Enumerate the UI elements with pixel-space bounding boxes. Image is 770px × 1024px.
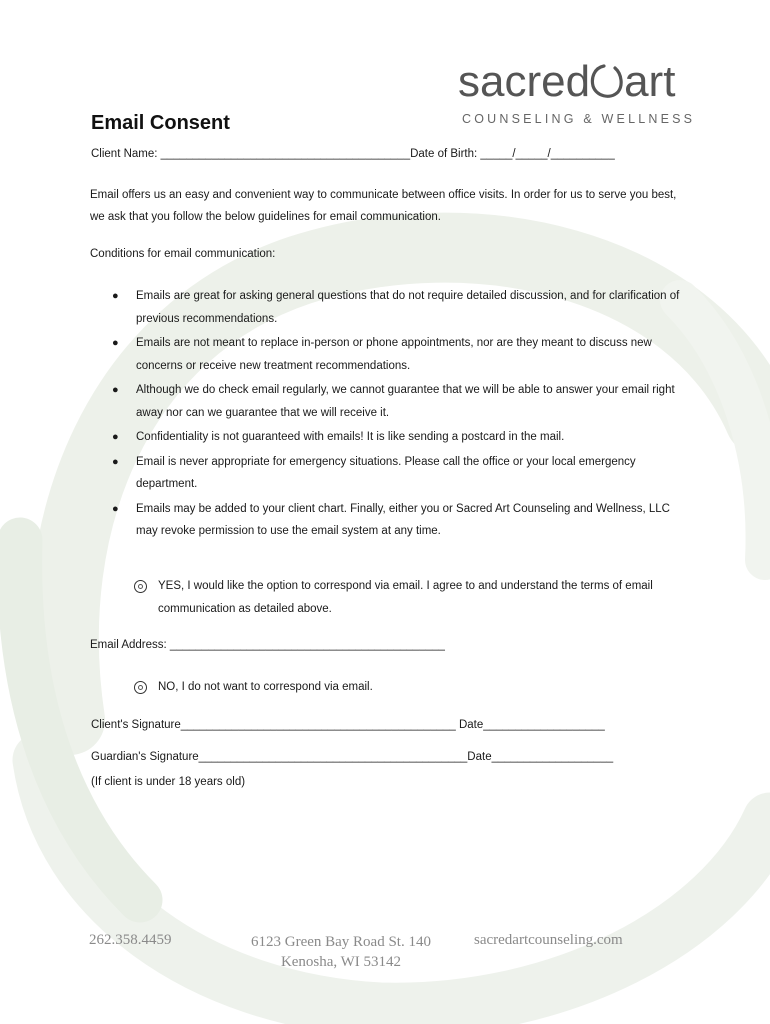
logo-tagline: COUNSELING & WELLNESS [462,112,696,126]
conditions-list [112,285,682,545]
sacred-art-logo [458,56,708,136]
email-address-field[interactable]: Email Address: ___________________________________________ [90,639,445,651]
intro-paragraph: Email offers us an easy and convenient way to communicate between office visits. In order for us to serve you best, we ask that you follow the below guidelines for email communication. [90,189,677,223]
footer-address-line2: Kenosha, WI 53142 [280,954,402,970]
list-item: ● Emails are great for asking general questions that do not require detailed discussion, and for clarification of previous recommendations. [112,285,682,330]
client-signature-line[interactable]: Client's Signature___________________________________________ Date___________________ [91,719,605,731]
guardian-signature-line[interactable]: Guardian's Signature__________________________________________Date___________________ [91,751,614,763]
yes-option-label: YES, I would like the option to correspond via email. I agree to and understand the terms of email communication as detailed above. [158,580,653,615]
list-item: ● Confidentiality is not guaranteed with emails! It is like sending a postcard in the mail. [112,426,682,449]
conditions-heading: Conditions for email communication: [90,248,276,260]
bullet-icon: ● [112,502,119,515]
list-item: ● Emails are not meant to replace in-person or phone appointments, nor are they meant to discuss new concerns or receive new treatment recommendations. [112,332,682,377]
bullet-icon: ● [112,384,119,396]
logo-word-right: art [624,57,676,106]
footer-address [244,932,438,972]
page-title: Email Consent [91,112,230,134]
bullet-icon: ● [112,290,119,302]
logo-word-left: sacred [458,57,591,106]
guardian-note: (If client is under 18 years old) [91,776,246,788]
no-radio-button[interactable] [134,681,147,694]
yes-radio-button[interactable] [134,580,147,593]
no-option-label: NO, I do not want to correspond via email. [158,681,373,693]
footer-website[interactable]: sacredartcounseling.com [474,932,623,948]
bullet-icon: ● [112,337,119,349]
list-item: ● Emails may be added to your client chart. Finally, either you or Sacred Art Counseling and Wellness, LLC may revoke permission to use the email system at any time. [112,498,682,543]
email-consent-yes-option[interactable] [134,575,694,620]
client-name-dob-line[interactable]: Client Name: _______________________________________Date of Birth: _____/_____/__________ [91,148,615,160]
enso-ring-icon [590,56,624,108]
list-item: ● Email is never appropriate for emergency situations. Please call the office or your local emergency department. [112,451,682,496]
logo-wordmark [458,56,675,108]
list-item: ● Although we do check email regularly, we cannot guarantee that we will be able to answer your email right away nor can we guarantee that we will receive it. [112,379,682,424]
bullet-icon: ● [112,431,119,443]
footer-address-line1: 6123 Green Bay Road St. 140 [251,934,431,950]
bullet-icon: ● [112,455,119,468]
footer-phone: 262.358.4459 [89,932,172,948]
email-consent-no-option[interactable] [134,676,694,699]
